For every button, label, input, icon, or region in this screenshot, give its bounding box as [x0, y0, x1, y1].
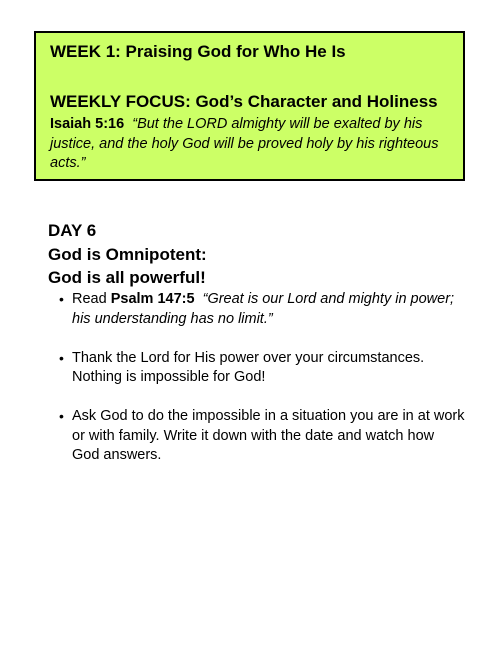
- day-title-line1: God is Omnipotent:: [48, 244, 207, 264]
- focus-verse: [50, 115, 450, 174]
- devotional-bullet-list: [50, 290, 465, 485]
- bullet-dot-icon: •: [59, 408, 64, 424]
- day-title-line2: God is all powerful!: [48, 268, 206, 287]
- bullet-read-psalm: [50, 290, 465, 329]
- day-heading: [48, 219, 207, 290]
- weekly-focus-box: [34, 31, 465, 181]
- bullet-ask-god: [50, 407, 465, 466]
- bullet-dot-icon: •: [59, 291, 64, 307]
- weekly-focus-heading: WEEKLY FOCUS: God’s Character and Holiness: [50, 92, 438, 111]
- verse-text: “But the LORD almighty will be exalted by his justice, and the holy God will be proved holy by his righteous acts.”: [50, 116, 439, 171]
- bullet-reference: Psalm 147:5: [110, 291, 195, 307]
- verse-reference: Isaiah 5:16: [50, 116, 125, 132]
- day-label: DAY 6: [48, 221, 97, 240]
- bullet-thank-lord: [50, 349, 465, 388]
- bullet-quote: “Great is our Lord and mighty in power; his understanding has no limit.”: [72, 291, 455, 327]
- bullet-prefix: Read: [72, 291, 111, 307]
- bullet-text: Thank the Lord for His power over your circumstances. Nothing is impossible for God!: [72, 349, 425, 385]
- bullet-dot-icon: •: [59, 349, 64, 366]
- week-title: WEEK 1: Praising God for Who He Is: [50, 42, 346, 61]
- bullet-text: Ask God to do the impossible in a situation you are in at work or with family. Write it down with the date and watch how God answers.: [72, 408, 465, 463]
